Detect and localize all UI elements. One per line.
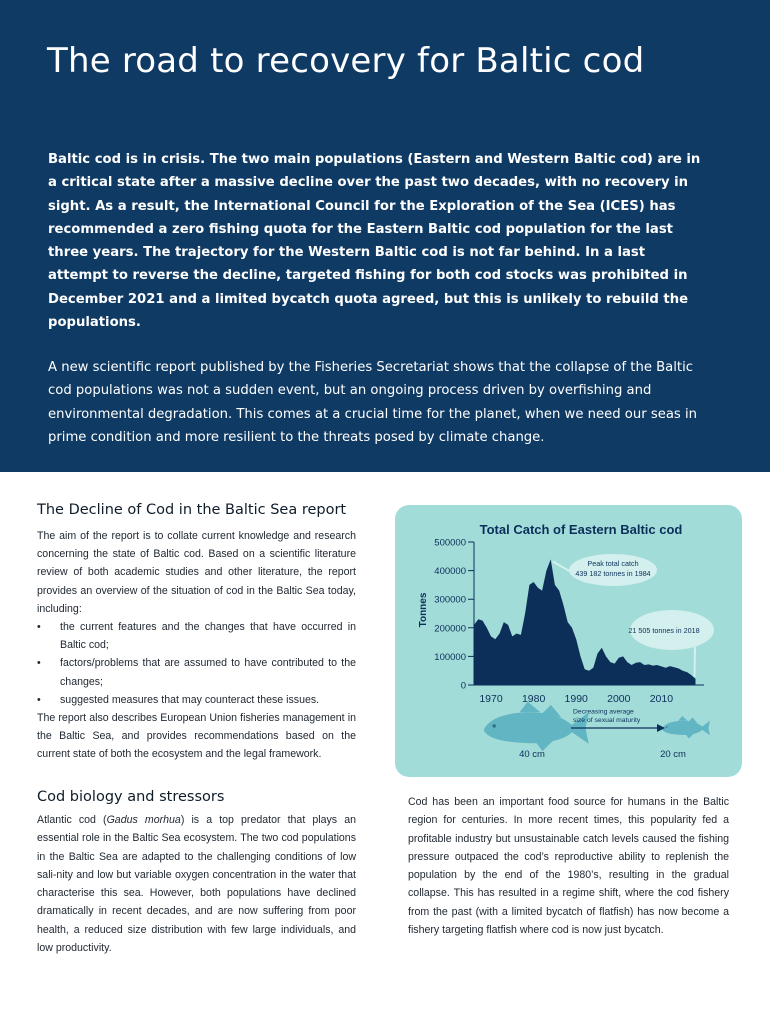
latest-annotation-label: 21 505 tonnes in 2018 [628, 626, 700, 635]
fish-caption: size of sexual maturity [573, 717, 641, 724]
y-tick-label: 300000 [434, 594, 466, 606]
biology-text-start: Atlantic cod ( [37, 814, 107, 826]
biology-section-title: Cod biology and stressors [37, 789, 225, 805]
y-tick-label: 200000 [434, 623, 466, 635]
x-tick-label: 1980 [521, 693, 546, 705]
fish-caption: Decreasing average [573, 708, 634, 716]
fish-eye [666, 726, 668, 728]
x-axis [474, 685, 704, 705]
catch-chart-panel [395, 505, 742, 777]
x-tick-label: 2000 [607, 693, 631, 705]
peak-annotation-label: Peak total catch [587, 559, 639, 568]
y-axis-label: Tonnes [418, 592, 429, 628]
report-intro-text: The aim of the report is to collate current knowledge and research concerning the state of Baltic cod. Based on a scientific literature review of both academic studies and other literature, the report provides an overview of the situation of cod in the Baltic Sea today, including: [37, 530, 356, 615]
y-axis [434, 538, 474, 692]
fish-size-label-small: 20 cm [660, 749, 686, 760]
fish-size-label-large: 40 cm [519, 749, 545, 760]
list-item [37, 618, 356, 654]
bullet-icon: • [37, 693, 41, 706]
intro-paragraph: Baltic cod is in crisis. The two main populations (Eastern and Western Baltic cod) are in a critical state after a massive decline over the past two decades, with no recovery in sight. As a result, the International Council for the Exploration of the Sea (ICES) has recommended a zero fishing quota for the Eastern Baltic cod population for the last three years. The trajectory for the Western Baltic cod is not far behind. In a last attempt to reverse the decline, targeted fishing for both cod stocks was prohibited in December 2021 and a limited bycatch quota agreed, but this is unlikely to rebuild the populations. [48, 152, 701, 331]
y-tick-label: 0 [460, 680, 466, 692]
food-source-paragraph: Cod has been an important food source for humans in the Baltic region for centuries. In more recent times, this popularity fed a profitable industry but unsustainable catch levels caused the fishing pressure outpaced the cod’s reproductive ability to replenish the population by the end of the 1980’s, resulting in the gradual collapse. This has resulted in a regime shift, where the cod fishery from the past (with a limited bycatch of flatfish) has now become a fishery targeting flatfish where cod is now just bycatch. [408, 796, 729, 937]
fish-size-illustration [484, 702, 710, 760]
peak-annotation-label: 439 182 tonnes in 1984 [575, 569, 651, 578]
report-topics-list [37, 618, 356, 709]
hero-banner [0, 0, 770, 472]
chart-title: Total Catch of Eastern Baltic cod [479, 522, 683, 537]
list-item [37, 654, 356, 690]
y-tick-label: 100000 [434, 651, 466, 663]
list-item-text: the current features and the changes that have occurred in Baltic cod; [60, 621, 356, 652]
fish-eye [493, 724, 496, 727]
x-tick-label: 1990 [564, 693, 588, 705]
small-cod-icon [662, 716, 710, 739]
lead-paragraph: A new scientific report published by the Fisheries Secretariat shows that the collapse of the Baltic cod populations was not a sudden event, but an ongoing process driven by overfishing and environmental degradation. This comes at a crucial time for the planet, when we need our seas in prime condition and more resilient to the threats posed by climate change. [48, 360, 697, 445]
fish-body [662, 721, 710, 735]
x-tick-label: 1970 [479, 693, 503, 705]
catch-chart [395, 505, 742, 777]
bullet-icon: • [37, 657, 41, 670]
page-title: The road to recovery for Baltic cod [47, 41, 645, 81]
report-section-title: The Decline of Cod in the Baltic Sea report [37, 502, 347, 518]
y-tick-label: 400000 [434, 566, 466, 578]
biology-text-end: ) is a top predator that plays an essential role in the Baltic Sea ecosystem. The two cod populations in the Baltic Sea are adapted to the challenging conditions of low sali-nity and low but variable oxygen concentration in the water that characterise this sea. However, both populations have declined dramatically in recent decades, and are now suffering from poor health, a reduced size distribution with few large individuals, and low productivity. [37, 814, 356, 955]
list-item-text: factors/problems that are assumed to have contributed to the changes; [60, 657, 356, 688]
x-tick-label: 2010 [649, 693, 674, 705]
bullet-icon: • [37, 621, 41, 634]
y-tick-label: 500000 [434, 537, 466, 549]
biology-section-body [37, 811, 356, 957]
list-item [37, 691, 356, 709]
species-name: Gadus morhua [106, 814, 181, 826]
latest-callout-pointer [694, 647, 695, 677]
report-section-body [37, 527, 356, 764]
report-outro-text: The report also describes European Union fisheries management in the Baltic Sea, and provides recommendations based on the current state of both the ecosystem and the legal framework. [37, 712, 356, 761]
list-item-text: suggested measures that may counteract these issues. [60, 693, 320, 706]
